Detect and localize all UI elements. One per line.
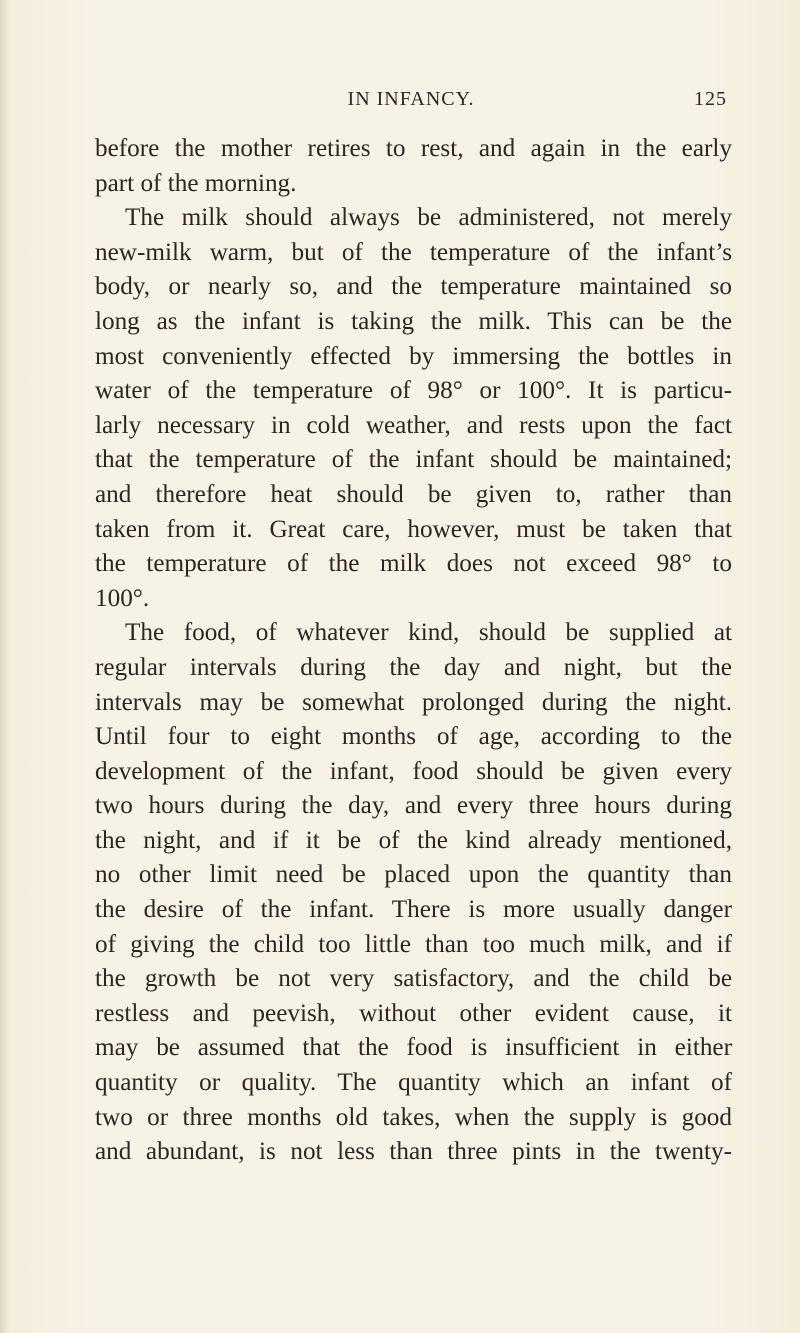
text-line: Until four to eight months of age, according to the — [95, 723, 732, 751]
paragraph-start-line: The milk should always be administered, not merely — [125, 204, 732, 232]
text-line: the desire of the infant. There is more usually danger — [95, 896, 732, 924]
running-head — [95, 88, 727, 118]
text-line: quantity or quality. The quantity which an infant of — [95, 1069, 732, 1097]
text-line: and therefore heat should be given to, rather than — [95, 480, 732, 508]
text-line: restless and peevish, without other evident cause, it — [95, 999, 732, 1027]
text-line: most conveniently effected by immersing the bottles in — [95, 342, 732, 370]
text-line: body, or nearly so, and the temperature maintained so — [95, 273, 732, 301]
page-number: 125 — [694, 88, 727, 110]
text-line: of giving the child too little than too much milk, and if — [95, 930, 732, 958]
text-line: intervals may be somewhat prolonged during the night. — [95, 688, 732, 716]
text-line: the night, and if it be of the kind already mentioned, — [95, 826, 732, 854]
text-line: development of the infant, food should be given every — [95, 757, 732, 785]
text-line: no other limit need be placed upon the quantity than — [95, 861, 732, 889]
text-line: and abundant, is not less than three pints in the twenty- — [95, 1138, 732, 1166]
binding-shadow — [0, 0, 10, 1333]
text-line: water of the temperature of 98° or 100°. It is particu- — [95, 377, 732, 405]
text-line: long as the infant is taking the milk. This can be the — [95, 307, 732, 335]
text-line: the temperature of the milk does not exceed 98° to — [95, 550, 732, 578]
text-line: 100°. — [95, 584, 150, 612]
paragraph-start-line: The food, of whatever kind, should be supplied at — [125, 619, 732, 647]
text-line: new-milk warm, but of the temperature of the infant’s — [95, 238, 732, 266]
text-line: may be assumed that the food is insufficient in either — [95, 1034, 732, 1062]
body-text — [95, 132, 732, 1170]
running-title: IN INFANCY. — [347, 88, 475, 110]
text-line: larly necessary in cold weather, and rests upon the fact — [95, 411, 732, 439]
text-line: regular intervals during the day and night, but the — [95, 653, 732, 681]
text-line: two or three months old takes, when the supply is good — [95, 1103, 732, 1131]
text-line: part of the morning. — [95, 169, 297, 197]
text-line: that the temperature of the infant should be maintained; — [95, 446, 732, 474]
text-line: two hours during the day, and every three hours during — [95, 792, 732, 820]
text-line: before the mother retires to rest, and again in the early — [95, 135, 732, 162]
text-line: the growth be not very satisfactory, and the child be — [95, 965, 732, 993]
text-line: taken from it. Great care, however, must be taken that — [95, 515, 732, 543]
